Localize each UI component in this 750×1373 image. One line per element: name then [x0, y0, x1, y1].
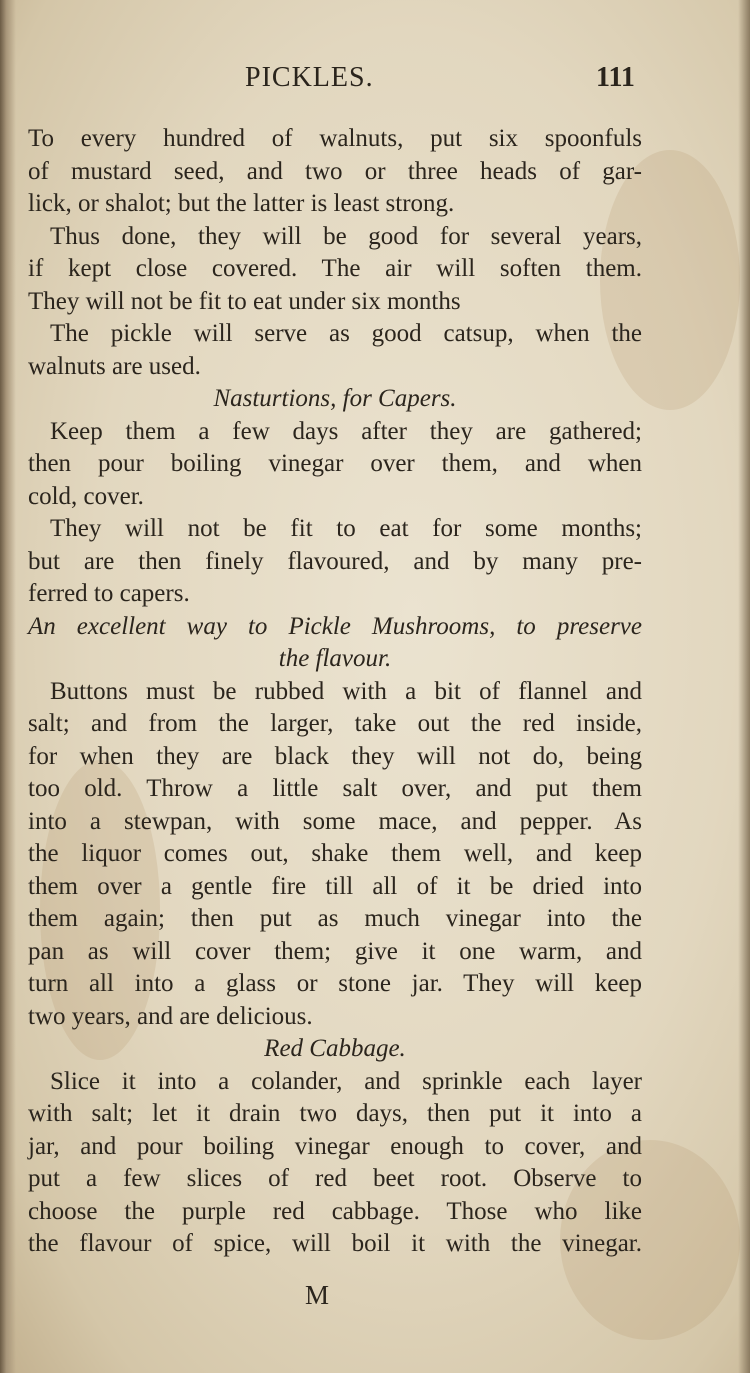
- text-line: pan as will cover them; give it one warm, and: [28, 937, 642, 965]
- page-number: 111: [596, 62, 635, 93]
- text-line: turn all into a glass or stone jar. They will keep: [28, 970, 642, 997]
- text-line: if kept close covered. The air will soften them.: [28, 255, 642, 282]
- text-line: then pour boiling vinegar over them, and when: [28, 450, 642, 477]
- text-line: cold, cover.: [28, 482, 144, 510]
- body-text: [28, 123, 642, 1261]
- signature-mark: M: [305, 1280, 330, 1310]
- text-line: choose the purple red cabbage. Those who like: [28, 1197, 642, 1225]
- text-line: them over a gentle fire till all of it be dried into: [28, 872, 642, 900]
- text-line: for when they are black they will not do, being: [28, 742, 642, 770]
- text-line: They will not be fit to eat for some months;: [50, 515, 642, 542]
- section-heading: Nasturtions, for Capers.: [213, 385, 457, 412]
- section-heading: the flavour.: [278, 645, 392, 672]
- text-line: the liquor comes out, shake them well, and keep: [28, 840, 642, 867]
- text-line: the flavour of spice, will boil it with the vinegar.: [28, 1230, 642, 1257]
- text-line: but are then finely flavoured, and by many pre-: [28, 547, 642, 575]
- text-line: ferred to capers.: [28, 580, 190, 607]
- text-line: them again; then put as much vinegar into the: [28, 905, 642, 932]
- text-line: walnuts are used.: [28, 352, 201, 380]
- text-line: with salt; let it drain two days, then put it into a: [28, 1100, 642, 1127]
- text-line: of mustard seed, and two or three heads of gar-: [28, 157, 642, 185]
- text-line: The pickle will serve as good catsup, when the: [50, 320, 642, 347]
- text-line: lick, or shalot; but the latter is least strong.: [28, 190, 455, 217]
- text-line: put a few slices of red beet root. Observe to: [28, 1165, 642, 1192]
- text-line: They will not be fit to eat under six months: [28, 287, 461, 315]
- text-line: jar, and pour boiling vinegar enough to cover, and: [28, 1132, 642, 1160]
- section-heading: An excellent way to Pickle Mushrooms, to preserve: [28, 612, 642, 640]
- text-line: Keep them a few days after they are gathered;: [50, 417, 642, 445]
- text-line: salt; and from the larger, take out the red inside,: [28, 710, 642, 737]
- running-header: [0, 62, 750, 102]
- text-line: Slice it into a colander, and sprinkle each layer: [50, 1067, 642, 1095]
- text-line: Thus done, they will be good for several years,: [50, 222, 642, 250]
- text-line: into a stewpan, with some mace, and pepper. As: [28, 807, 642, 835]
- text-line: Buttons must be rubbed with a bit of flannel and: [50, 677, 642, 705]
- text-line: To every hundred of walnuts, put six spoonfuls: [28, 125, 642, 152]
- section-heading: Red Cabbage.: [264, 1035, 406, 1062]
- page-right-edge: [738, 0, 750, 1373]
- page-left-edge: [0, 0, 16, 1373]
- text-line: too old. Throw a little salt over, and put them: [28, 775, 642, 802]
- text-line: two years, and are delicious.: [28, 1002, 313, 1030]
- running-title: PICKLES.: [245, 62, 374, 93]
